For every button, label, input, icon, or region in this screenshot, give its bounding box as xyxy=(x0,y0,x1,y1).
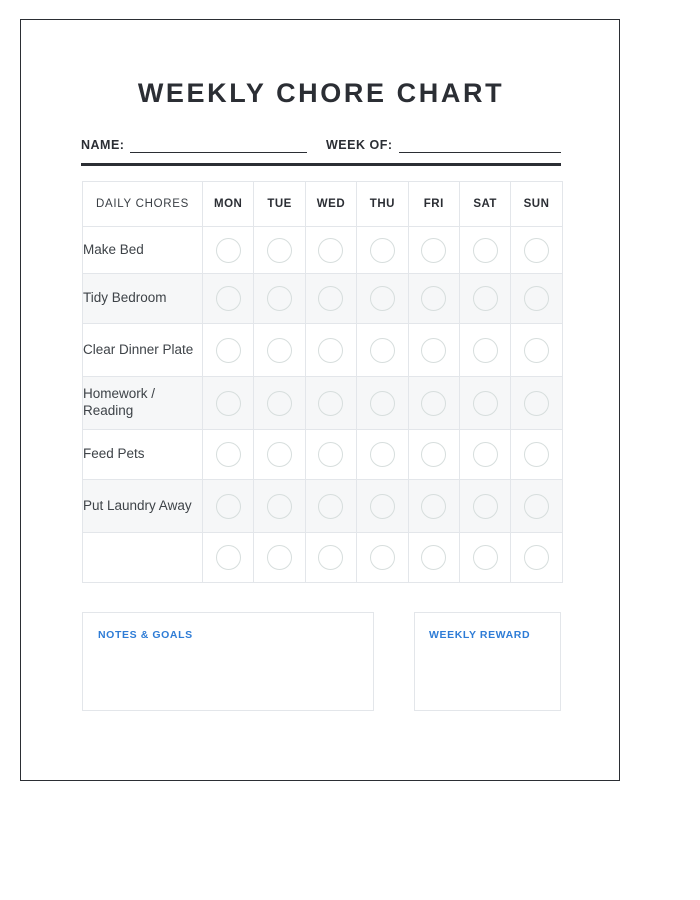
week-of-label: WEEK OF: xyxy=(326,138,393,152)
checkbox-circle-icon[interactable] xyxy=(473,442,498,467)
check-cell-fri[interactable] xyxy=(408,227,459,274)
checkbox-circle-icon[interactable] xyxy=(318,545,343,570)
checkbox-circle-icon[interactable] xyxy=(267,286,292,311)
header-daily-chores: DAILY CHORES xyxy=(83,182,203,227)
checkbox-circle-icon[interactable] xyxy=(370,494,395,519)
checkbox-circle-icon[interactable] xyxy=(216,442,241,467)
checkbox-circle-icon[interactable] xyxy=(370,391,395,416)
check-cell-tue[interactable] xyxy=(254,227,305,274)
table-row xyxy=(83,480,563,533)
checkbox-circle-icon[interactable] xyxy=(473,494,498,519)
checkbox-circle-icon[interactable] xyxy=(370,545,395,570)
check-cell-tue[interactable] xyxy=(254,274,305,324)
checkbox-circle-icon[interactable] xyxy=(524,494,549,519)
check-cell-mon[interactable] xyxy=(203,430,254,480)
check-cell-wed[interactable] xyxy=(305,227,356,274)
check-cell-thu[interactable] xyxy=(357,377,408,430)
checkbox-circle-icon[interactable] xyxy=(267,391,292,416)
checkbox-circle-icon[interactable] xyxy=(421,338,446,363)
check-cell-tue[interactable] xyxy=(254,533,305,583)
check-cell-sat[interactable] xyxy=(459,377,510,430)
check-cell-thu[interactable] xyxy=(357,324,408,377)
check-cell-tue[interactable] xyxy=(254,480,305,533)
checkbox-circle-icon[interactable] xyxy=(216,338,241,363)
header-day-sat: SAT xyxy=(459,182,510,227)
checkbox-circle-icon[interactable] xyxy=(524,545,549,570)
check-cell-wed[interactable] xyxy=(305,480,356,533)
checkbox-circle-icon[interactable] xyxy=(473,286,498,311)
checkbox-circle-icon[interactable] xyxy=(267,338,292,363)
check-cell-fri[interactable] xyxy=(408,377,459,430)
header-day-mon: MON xyxy=(203,182,254,227)
check-cell-sun[interactable] xyxy=(511,533,562,583)
checkbox-circle-icon[interactable] xyxy=(473,338,498,363)
check-cell-fri[interactable] xyxy=(408,430,459,480)
checkbox-circle-icon[interactable] xyxy=(216,494,241,519)
checkbox-circle-icon[interactable] xyxy=(318,391,343,416)
check-cell-fri[interactable] xyxy=(408,480,459,533)
checkbox-circle-icon[interactable] xyxy=(267,238,292,263)
table-header-row xyxy=(83,182,563,227)
checkbox-circle-icon[interactable] xyxy=(473,238,498,263)
checkbox-circle-icon[interactable] xyxy=(318,286,343,311)
check-cell-sat[interactable] xyxy=(459,324,510,377)
header-day-wed: WED xyxy=(305,182,356,227)
header-divider xyxy=(81,163,561,166)
checkbox-circle-icon[interactable] xyxy=(318,338,343,363)
check-cell-sat[interactable] xyxy=(459,480,510,533)
chore-table xyxy=(82,181,563,583)
check-cell-wed[interactable] xyxy=(305,377,356,430)
check-cell-thu[interactable] xyxy=(357,227,408,274)
checkbox-circle-icon[interactable] xyxy=(421,545,446,570)
checkbox-circle-icon[interactable] xyxy=(318,238,343,263)
chore-name: Clear Dinner Plate xyxy=(83,324,203,377)
weekly-reward-title: WEEKLY REWARD xyxy=(429,629,531,641)
check-cell-sun[interactable] xyxy=(511,324,562,377)
checkbox-circle-icon[interactable] xyxy=(524,338,549,363)
check-cell-mon[interactable] xyxy=(203,480,254,533)
check-cell-sun[interactable] xyxy=(511,227,562,274)
checkbox-circle-icon[interactable] xyxy=(267,494,292,519)
check-cell-tue[interactable] xyxy=(254,324,305,377)
table-body xyxy=(83,227,563,583)
check-cell-wed[interactable] xyxy=(305,274,356,324)
header-day-thu: THU xyxy=(357,182,408,227)
week-of-field[interactable] xyxy=(326,138,561,153)
checkbox-circle-icon[interactable] xyxy=(370,238,395,263)
check-cell-sat[interactable] xyxy=(459,274,510,324)
chore-name-blank[interactable] xyxy=(83,533,203,583)
check-cell-mon[interactable] xyxy=(203,533,254,583)
name-label: NAME: xyxy=(81,138,125,152)
table-row xyxy=(83,274,563,324)
check-cell-fri[interactable] xyxy=(408,533,459,583)
checkbox-circle-icon[interactable] xyxy=(267,442,292,467)
check-cell-tue[interactable] xyxy=(254,430,305,480)
check-cell-wed[interactable] xyxy=(305,324,356,377)
checkbox-circle-icon[interactable] xyxy=(216,238,241,263)
header-fields xyxy=(81,125,561,153)
check-cell-sun[interactable] xyxy=(511,377,562,430)
check-cell-tue[interactable] xyxy=(254,377,305,430)
name-writeline[interactable] xyxy=(130,152,307,153)
checkbox-circle-icon[interactable] xyxy=(524,238,549,263)
check-cell-wed[interactable] xyxy=(305,533,356,583)
header-day-sun: SUN xyxy=(511,182,562,227)
checkbox-circle-icon[interactable] xyxy=(421,286,446,311)
chore-name: Homework / Reading xyxy=(83,377,203,430)
checkbox-circle-icon[interactable] xyxy=(370,338,395,363)
checkbox-circle-icon[interactable] xyxy=(473,545,498,570)
check-cell-mon[interactable] xyxy=(203,274,254,324)
checkbox-circle-icon[interactable] xyxy=(421,442,446,467)
check-cell-sun[interactable] xyxy=(511,274,562,324)
page-title: WEEKLY CHORE CHART xyxy=(137,78,505,108)
check-cell-mon[interactable] xyxy=(203,324,254,377)
header-day-tue: TUE xyxy=(254,182,305,227)
checkbox-circle-icon[interactable] xyxy=(421,238,446,263)
checkbox-circle-icon[interactable] xyxy=(473,391,498,416)
check-cell-sun[interactable] xyxy=(511,430,562,480)
checkbox-circle-icon[interactable] xyxy=(318,494,343,519)
chore-name: Make Bed xyxy=(83,227,203,274)
check-cell-sat[interactable] xyxy=(459,227,510,274)
check-cell-fri[interactable] xyxy=(408,324,459,377)
notes-and-goals-box[interactable] xyxy=(82,612,374,711)
table-head xyxy=(83,182,563,227)
check-cell-mon[interactable] xyxy=(203,377,254,430)
week-of-writeline[interactable] xyxy=(399,152,562,153)
checkbox-circle-icon[interactable] xyxy=(370,286,395,311)
table-row xyxy=(83,430,563,480)
name-field[interactable] xyxy=(81,138,307,153)
checkbox-circle-icon[interactable] xyxy=(216,391,241,416)
checkbox-circle-icon[interactable] xyxy=(370,442,395,467)
check-cell-thu[interactable] xyxy=(357,480,408,533)
table-row xyxy=(83,324,563,377)
chore-name: Put Laundry Away xyxy=(83,480,203,533)
check-cell-wed[interactable] xyxy=(305,430,356,480)
check-cell-sat[interactable] xyxy=(459,533,510,583)
notes-and-goals-title: NOTES & GOALS xyxy=(98,629,193,641)
printable-page xyxy=(20,19,620,781)
chore-name: Feed Pets xyxy=(83,430,203,480)
checkbox-circle-icon[interactable] xyxy=(216,545,241,570)
weekly-reward-box[interactable] xyxy=(414,612,561,711)
table-row xyxy=(83,377,563,430)
checkbox-circle-icon[interactable] xyxy=(267,545,292,570)
checkbox-circle-icon[interactable] xyxy=(524,286,549,311)
checkbox-circle-icon[interactable] xyxy=(216,286,241,311)
table-row xyxy=(83,227,563,274)
header-day-fri: FRI xyxy=(408,182,459,227)
check-cell-sat[interactable] xyxy=(459,430,510,480)
checkbox-circle-icon[interactable] xyxy=(421,391,446,416)
checkbox-circle-icon[interactable] xyxy=(318,442,343,467)
chore-name: Tidy Bedroom xyxy=(83,274,203,324)
check-cell-fri[interactable] xyxy=(408,274,459,324)
checkbox-circle-icon[interactable] xyxy=(421,494,446,519)
check-cell-thu[interactable] xyxy=(357,274,408,324)
check-cell-mon[interactable] xyxy=(203,227,254,274)
check-cell-thu[interactable] xyxy=(357,430,408,480)
check-cell-thu[interactable] xyxy=(357,533,408,583)
checkbox-circle-icon[interactable] xyxy=(524,442,549,467)
check-cell-sun[interactable] xyxy=(511,480,562,533)
checkbox-circle-icon[interactable] xyxy=(524,391,549,416)
table-row-blank xyxy=(83,533,563,583)
